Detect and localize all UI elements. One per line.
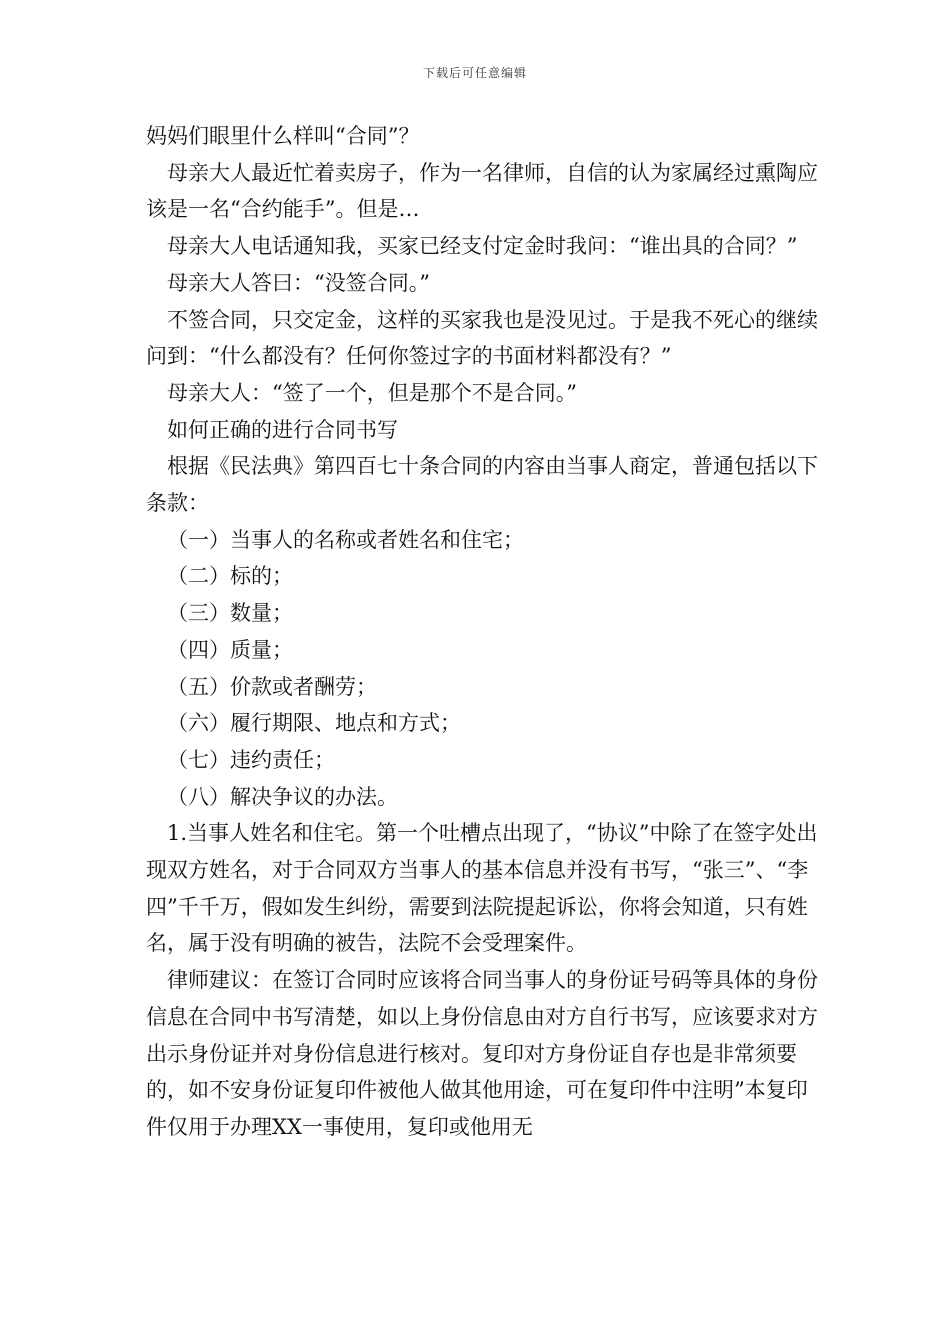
list-item: （四）质量； [167,637,293,662]
list-item: （七）违约责任； [167,747,335,772]
paragraph-6: 根据《民法典》第四百七十条合同的内容由当事人商定，普通包括以下条款： [146,454,818,516]
paragraph-7: 1.当事人姓名和住宅。第一个吐槽点出现了，“协议”中除了在签字处出现双方姓名，对于合同双方当事人的基本信息并没有书写，“张三”、“李四”千千万，假如发生纠纷，需要到法院提起诉讼，你将会知道，只有姓名，属于没有明确的被告，法院不会受理案件。 [146,821,818,956]
list-item: （五）价款或者酬劳； [167,674,377,699]
paragraph-8: 律师建议：在签订合同时应该将合同当事人的身份证号码等具体的身份信息在合同中书写清楚，如以上身份信息由对方自行书写，应该要求对方出示身份证并对身份信息进行核对。复印对方身份证自存也是非常须要的，如不安身份证复印件被他人做其他用途，可在复印件中注明”本复印件仅用于办理XX一事使用，复印或他用无 [146,968,818,1139]
paragraph-5: 母亲大人：“签了一个，但是那个不是合同。” [167,380,577,405]
paragraph-4: 不签合同，只交定金，这样的买家我也是没见过。于是我不死心的继续问到：“什么都没有？任何你签过字的书面材料都没有？” [146,307,818,369]
list-item: （六）履行期限、地点和方式； [167,711,461,736]
document-body [146,118,826,1146]
article-title: 妈妈们眼里什么样叫“合同”？ [146,124,420,148]
paragraph-3: 母亲大人答曰：“没签合同。” [167,270,430,295]
section-heading: 如何正确的进行合同书写 [167,417,398,442]
page-header-note: 下载后可任意编辑 [422,66,527,80]
paragraph-1: 母亲大人最近忙着卖房子，作为一名律师，自信的认为家属经过熏陶应该是一名“合约能手”。但是… [146,160,818,222]
list-item: （一）当事人的名称或者姓名和住宅； [167,527,524,552]
list-item: （八）解决争议的办法。 [167,784,398,809]
paragraph-2: 母亲大人电话通知我，买家已经支付定金时我问：“谁出具的合同？” [167,234,798,259]
list-item: （二）标的； [167,564,293,589]
list-item: （三）数量； [167,601,293,626]
